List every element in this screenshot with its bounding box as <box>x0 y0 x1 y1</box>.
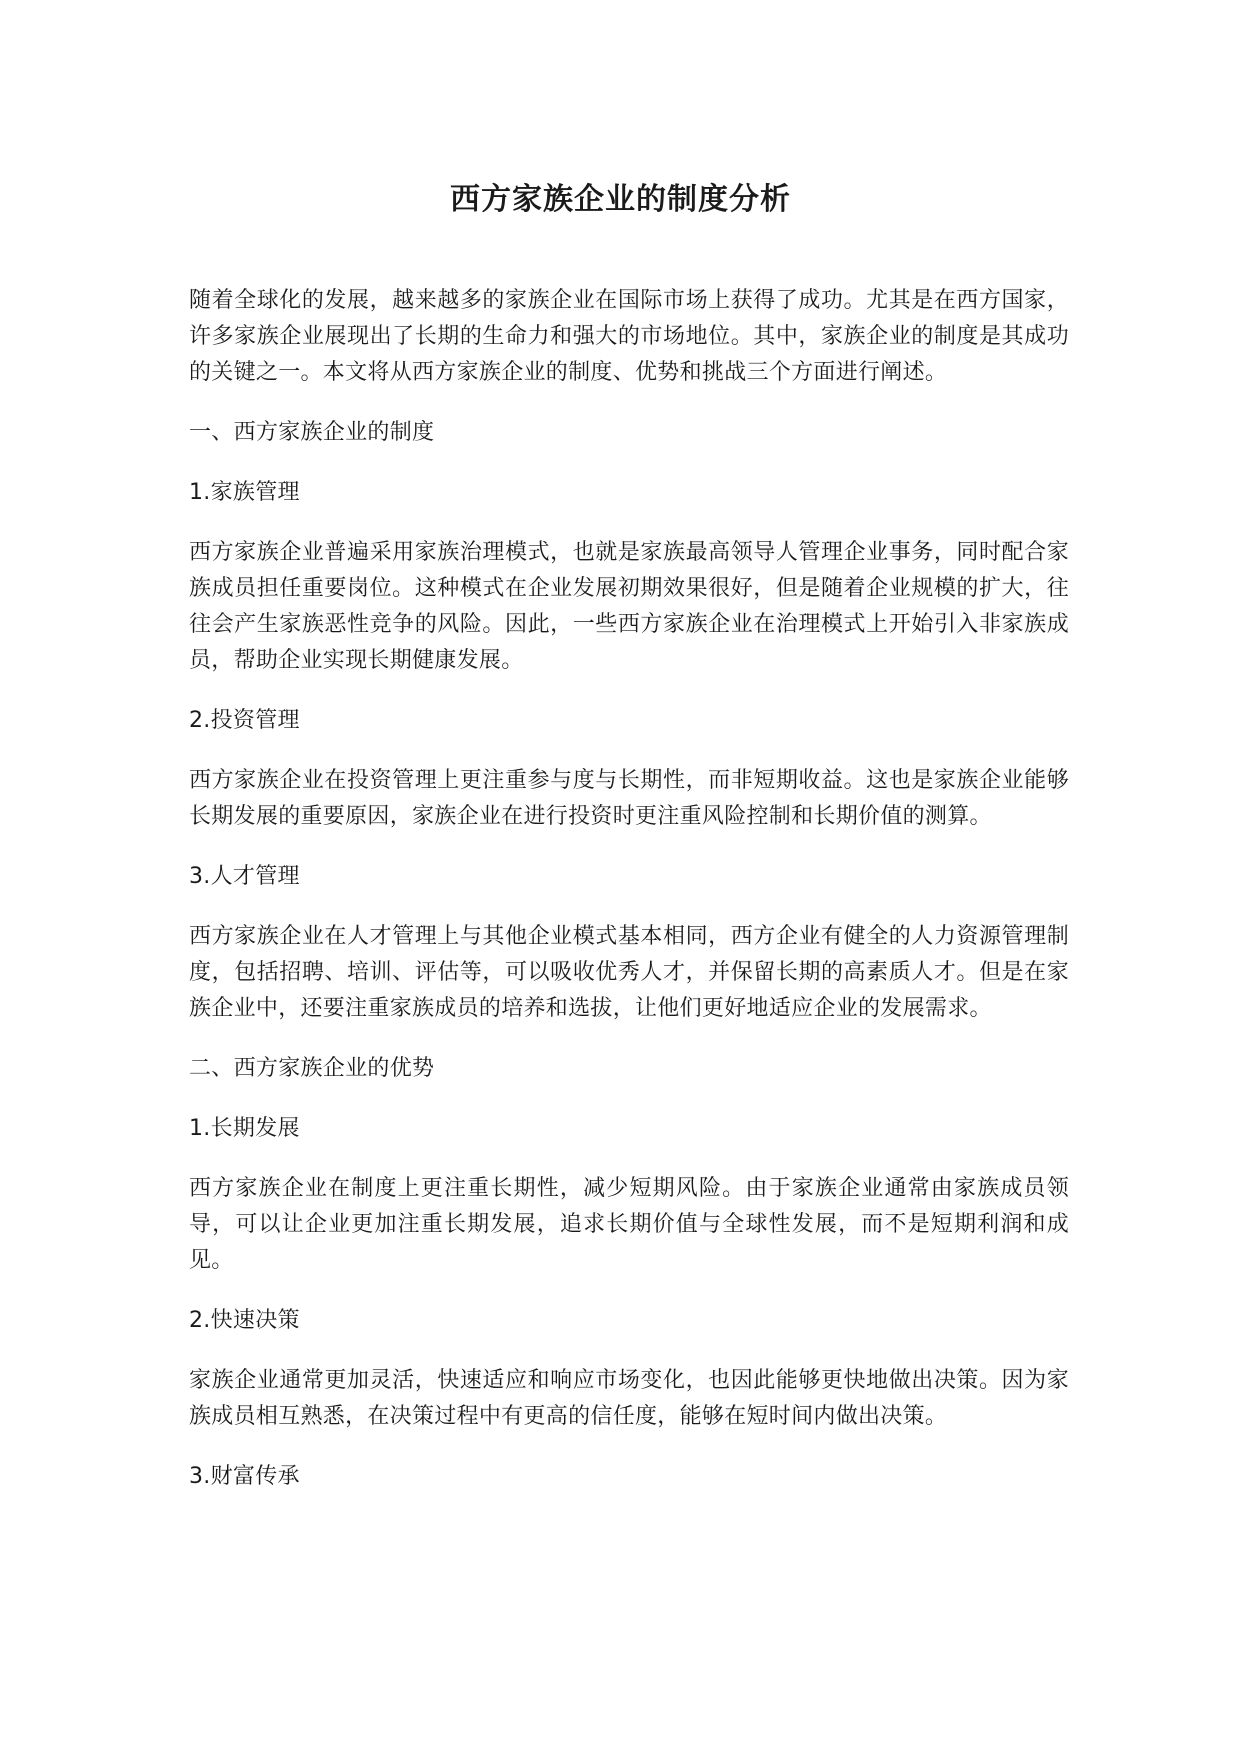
paragraph-fast-decision: 家族企业通常更加灵活，快速适应和响应市场变化，也因此能够更快地做出决策。因为家族成员相互熟悉，在决策过程中有更高的信任度，能够在短时间内做出决策。 <box>189 1368 1069 1429</box>
paragraph-talent-management: 西方家族企业在人才管理上与其他企业模式基本相同，西方企业有健全的人力资源管理制度，包括招聘、培训、评估等，可以吸收优秀人才，并保留长期的高素质人才。但是在家族企业中，还要注重家族成员的培养和选拔，让他们更好地适应企业的发展需求。 <box>189 924 1069 1021</box>
subheading-family-management: 1.家族管理 <box>189 480 300 505</box>
document-body <box>189 283 1069 1495</box>
paragraph-investment-management: 西方家族企业在投资管理上更注重参与度与长期性，而非短期收益。这也是家族企业能够长期发展的重要原因，家族企业在进行投资时更注重风险控制和长期价值的测算。 <box>189 768 1069 829</box>
section-heading-advantages: 二、西方家族企业的优势 <box>189 1056 435 1081</box>
section-heading-institutions: 一、西方家族企业的制度 <box>189 420 435 445</box>
paragraph-family-management: 西方家族企业普遍采用家族治理模式，也就是家族最高领导人管理企业事务，同时配合家族成员担任重要岗位。这种模式在企业发展初期效果很好，但是随着企业规模的扩大，往往会产生家族恶性竞争的风险。因此，一些西方家族企业在治理模式上开始引入非家族成员，帮助企业实现长期健康发展。 <box>189 540 1069 673</box>
subheading-investment-management: 2.投资管理 <box>189 708 300 733</box>
intro-paragraph: 随着全球化的发展，越来越多的家族企业在国际市场上获得了成功。尤其是在西方国家，许多家族企业展现出了长期的生命力和强大的市场地位。其中，家族企业的制度是其成功的关键之一。本文将从西方家族企业的制度、优势和挑战三个方面进行阐述。 <box>189 288 1069 385</box>
subheading-long-term-development: 1.长期发展 <box>189 1116 300 1141</box>
document-title: 西方家族企业的制度分析 <box>450 182 791 217</box>
subheading-wealth-inheritance: 3.财富传承 <box>189 1464 300 1489</box>
subheading-talent-management: 3.人才管理 <box>189 864 300 889</box>
subheading-fast-decision: 2.快速决策 <box>189 1308 300 1333</box>
paragraph-long-term-development: 西方家族企业在制度上更注重长期性，减少短期风险。由于家族企业通常由家族成员领导，可以让企业更加注重长期发展，追求长期价值与全球性发展，而不是短期利润和成见。 <box>189 1176 1069 1273</box>
